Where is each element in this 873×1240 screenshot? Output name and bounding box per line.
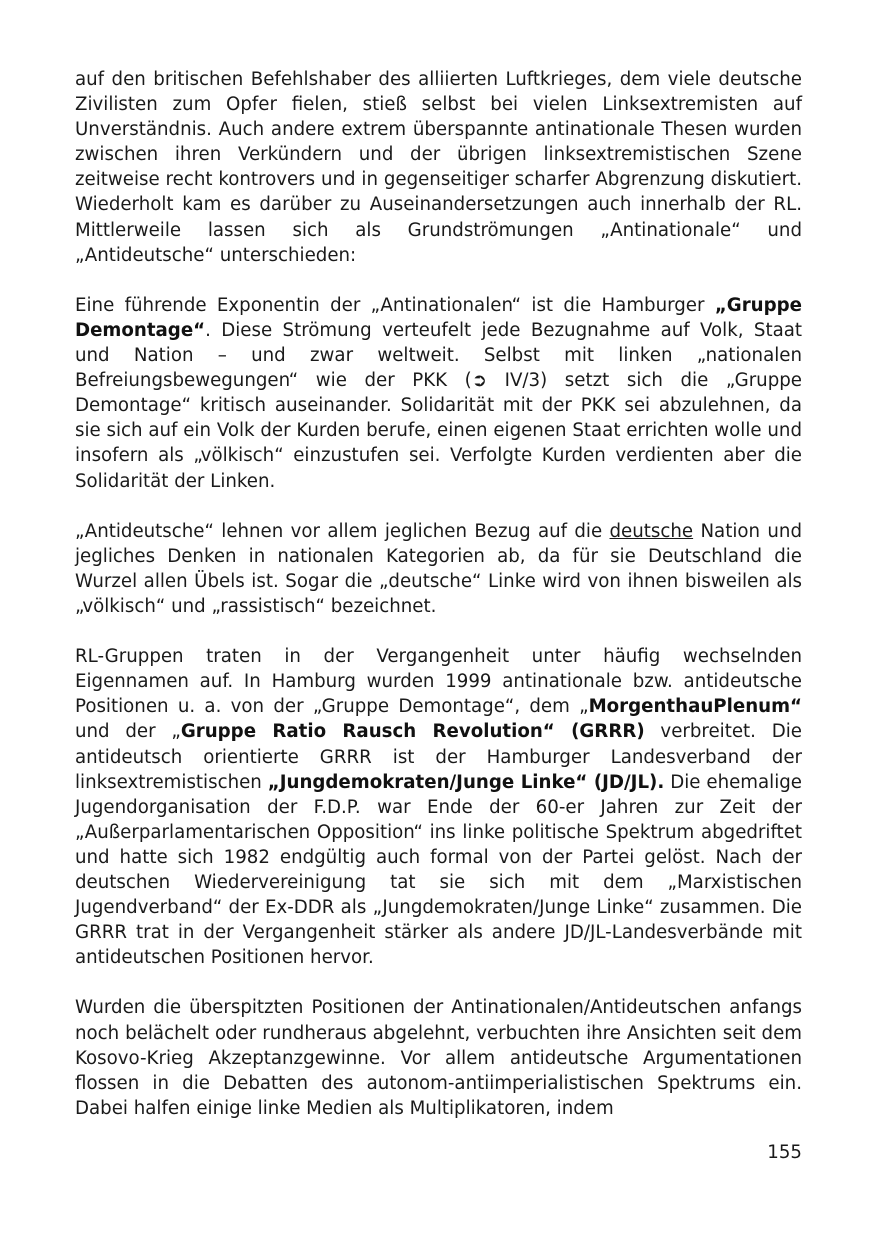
text-run: Nation und jegliches Denken in nationalen Kategorien ab, da für sie Deutschland die Wurzel allen Übels ist. Sogar die „deutsche“ Linke wird von ihnen bisweilen als „völkisch“ und „rassistisch“ bezeichnet. [75, 520, 802, 617]
paragraph [75, 293, 802, 494]
text-run: Die ehemalige Jugendorganisation der F.D.P. war Ende der 60-er Jahren zur Zeit der „Außerparlamentarischen Opposition“ ins linke politische Spektrum abgedriftet und hatte sich 1982 endgültig auch formal von der Partei gelöst. Nach der deutschen Wiedervereinigung tat sie sich mit dem „Marxistischen Jugendverband“ der Ex-DDR als „Jungdemokraten/Junge Linke“ zusammen. Die GRRR trat in der Vergangenheit stärker als andere JD/JL-Landesverbände mit antideutschen Positionen hervor. [75, 771, 802, 969]
cross-reference-arrow-icon: ➲ [471, 370, 488, 392]
paragraph [75, 67, 802, 268]
paragraph [75, 644, 802, 970]
bold-term: Gruppe Ratio Rausch Revolution“ (GRRR) [180, 721, 645, 743]
text-run: RL-Gruppen traten in der Vergangenheit unter häufig wechselnden Eigennamen auf. In Hamburg wurden 1999 antinationale bzw. antideutsche Positionen u. a. von der „Gruppe Demontage“, dem „ [75, 646, 802, 718]
page-body [75, 67, 802, 1146]
text-run: und der „ [75, 721, 181, 743]
text-run: . Diese Strömung verteufelt jede Bezugnahme auf Volk, Staat und Nation – und zwar weltweit. Selbst mit linken „nationalen Befreiungsbewegungen“ wie der PKK ( [75, 319, 802, 392]
paragraph [75, 995, 802, 1120]
text-run: verbreitet. Die antideutsch orientierte GRRR ist der Hamburger Landesverband der linksextremistischen [75, 721, 802, 793]
bold-term: MorgenthauPlenum“ [588, 696, 802, 718]
paragraph [75, 519, 802, 619]
page-number: 155 [767, 1142, 802, 1163]
text-run: Wurden die überspitzten Positionen der Antinationalen/Antideutschen anfangs noch belächelt oder rundheraus abgelehnt, verbuchten ihre Ansichten seit dem Kosovo-Krieg Akzeptanzgewinne. Vor allem antideutsche Argumentationen flossen in die Debatten des autonom-antiimperialistischen Spektrums ein. Dabei halfen einige linke Medien als Multiplikatoren, indem [75, 997, 802, 1119]
text-run: Eine führende Exponentin der „Antinationalen“ ist die Hamburger [75, 294, 715, 316]
underlined-term: deutsche [609, 520, 694, 542]
bold-term: „Gruppe Demontage“ [75, 294, 802, 341]
text-run: „Antideutsche“ lehnen vor allem jeglichen Bezug auf die [75, 520, 610, 542]
text-run: auf den britischen Befehlshaber des alliierten Luftkrieges, dem viele deutsche Zivilisten zum Opfer fielen, stieß selbst bei vielen Linksextremisten auf Unverständnis. Auch andere extrem überspannte antinationale Thesen wurden zwischen ihren Verkündern und der übrigen linksextremistischen Szene zeitweise recht kontrovers und in gegenseitiger scharfer Abgrenzung diskutiert. Wiederholt kam es darüber zu Auseinandersetzungen auch innerhalb der RL. Mittlerweile lassen sich als Grundströmungen „Antinationale“ und „Antideutsche“ unterschieden: [75, 69, 802, 266]
text-run: IV/3) setzt sich die „Gruppe Demontage“ kritisch auseinander. Solidarität mit der PKK sei abzulehnen, da sie sich auf ein Volk der Kurden berufe, einen eigenen Staat errichten wolle und insofern als „völkisch“ einzustufen sei. Verfolgte Kurden verdienten aber die Solidarität der Linken. [75, 370, 802, 492]
bold-term: „Jungdemokraten/Junge Linke“ (JD/JL). [267, 771, 665, 793]
